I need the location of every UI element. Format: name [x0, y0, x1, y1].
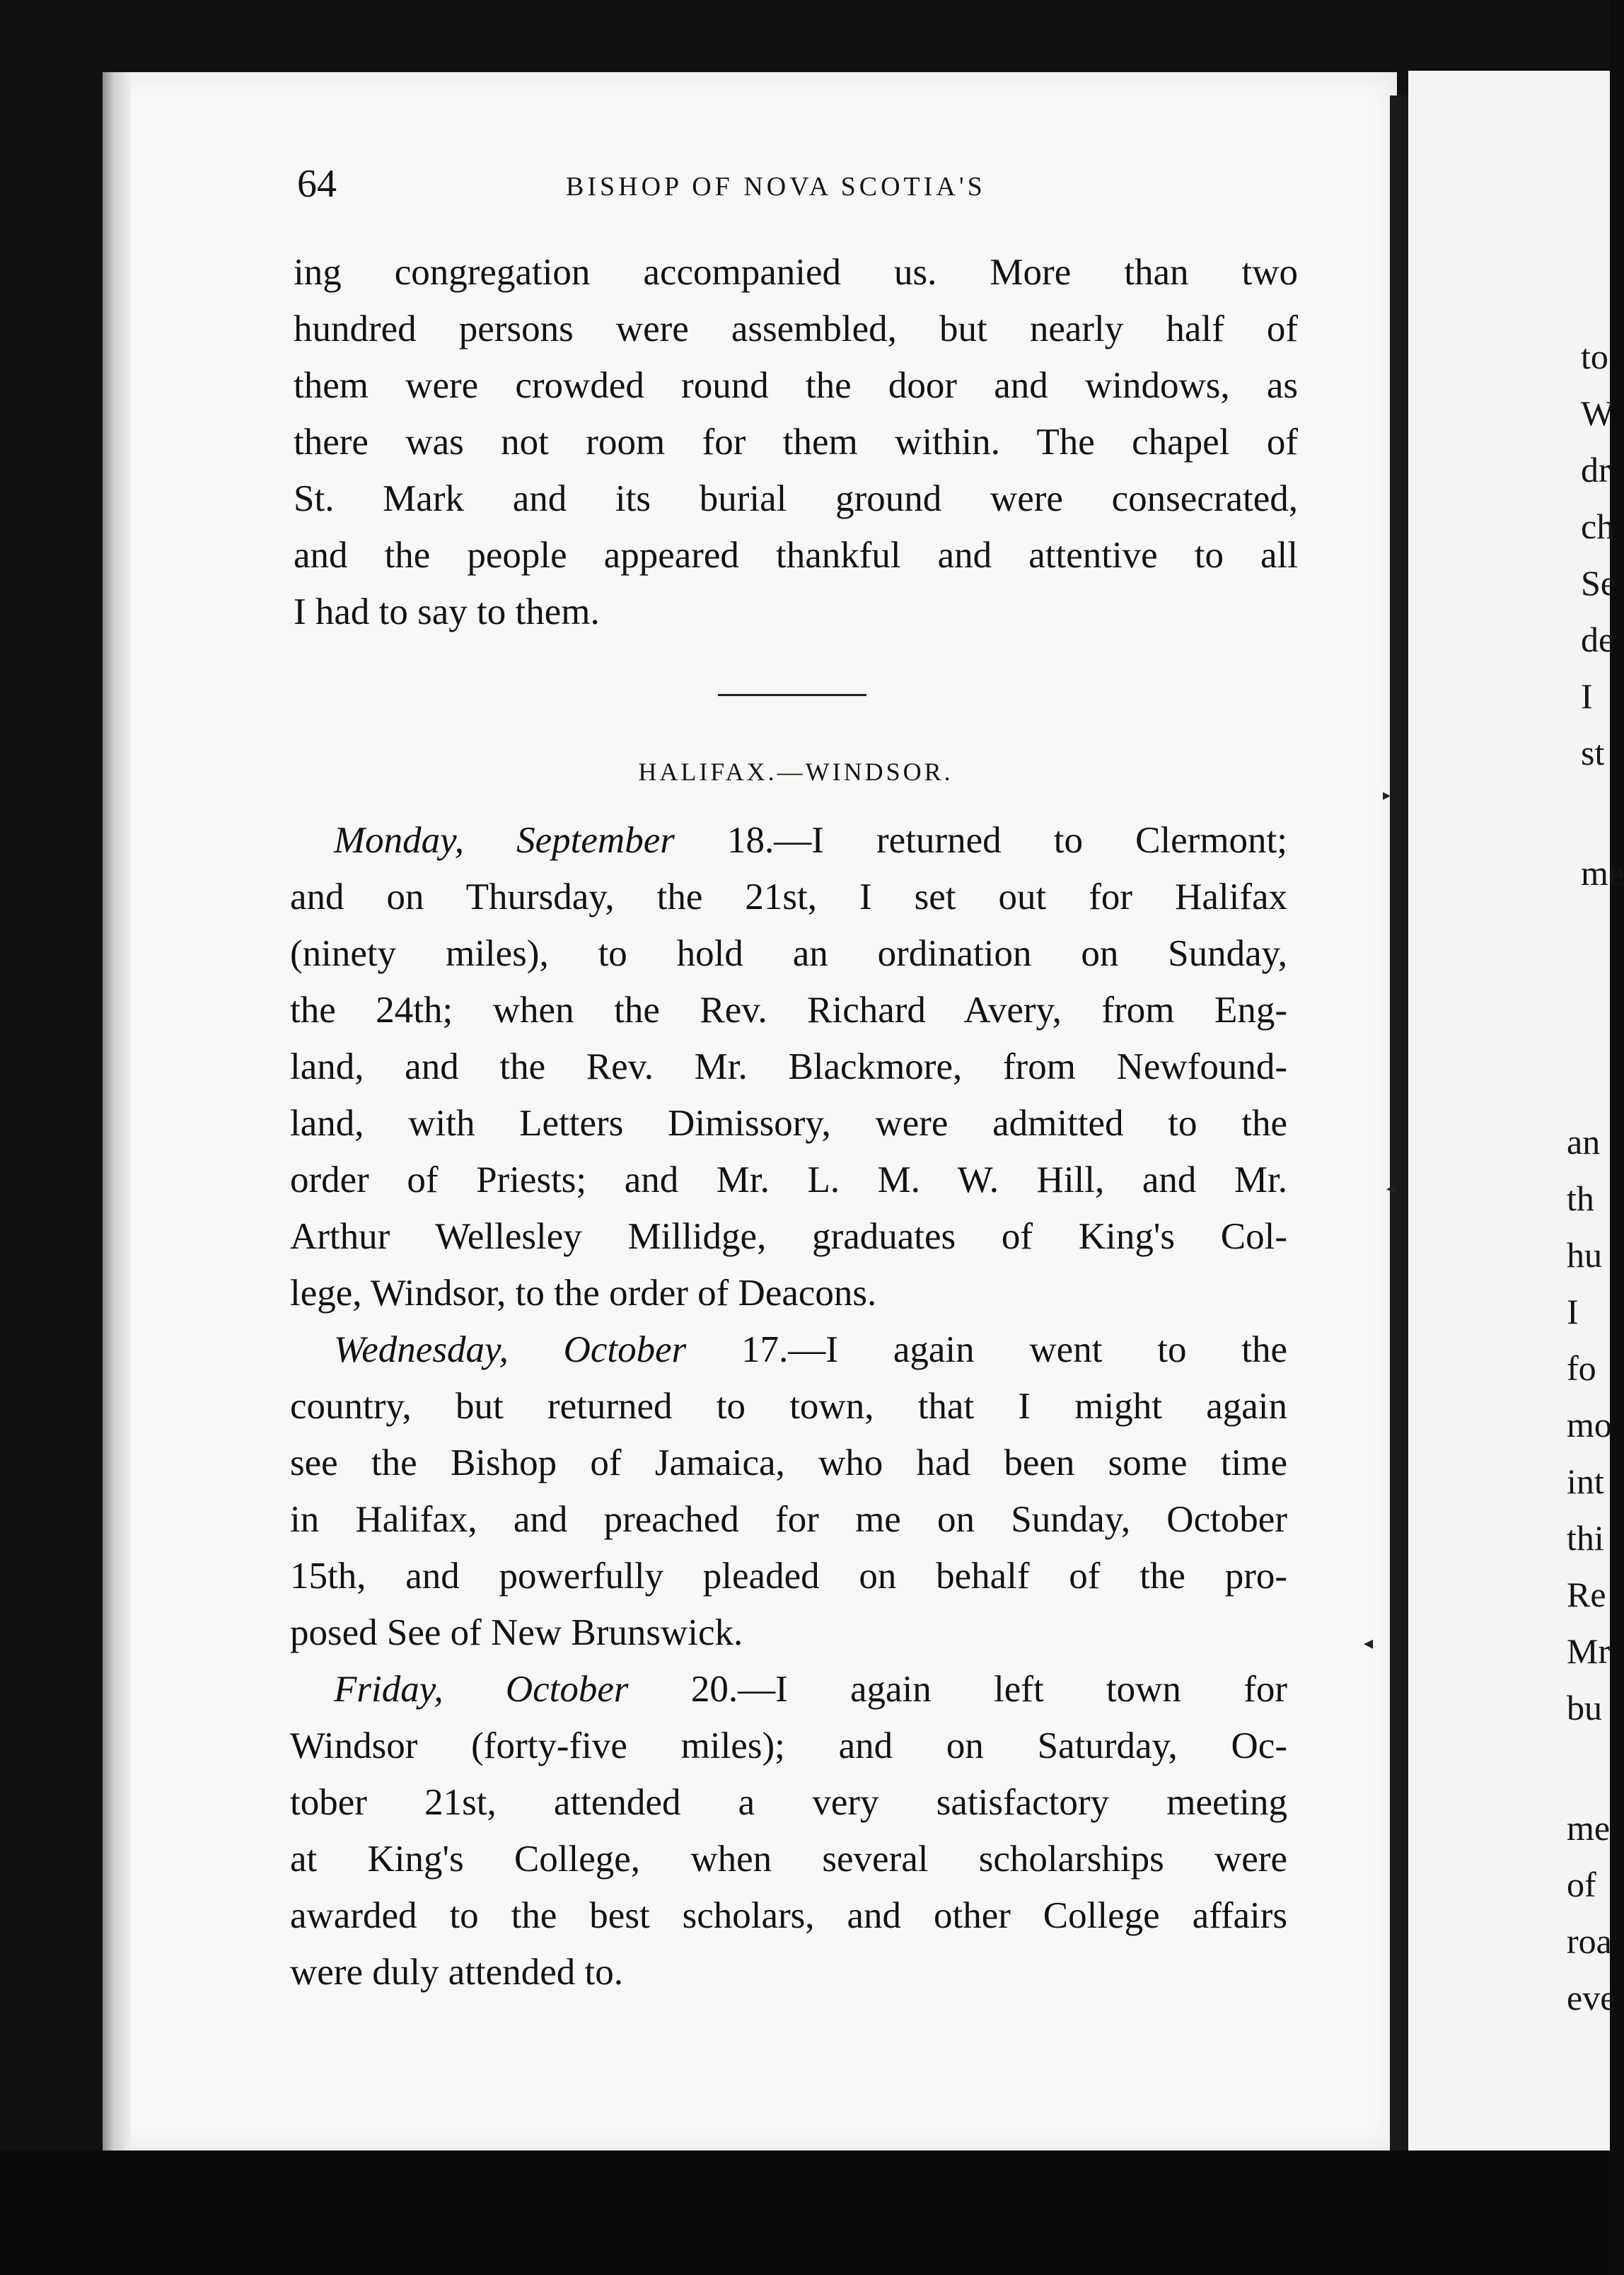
text-line: tober 21st, attended a very satisfactory meeting [290, 1782, 1287, 1823]
text-line: land, and the Rev. Mr. Blackmore, from Newfound- [290, 1046, 1287, 1087]
entry-day: Monday, [334, 820, 464, 861]
scan-speck: ▸ [1383, 787, 1391, 804]
diary-entries [290, 812, 1287, 2001]
text-line: and the people appeared thankful and attentive to all [294, 535, 1298, 576]
text-line: ing congregation accompanied us. More than two [294, 252, 1298, 293]
fragment: Re [1567, 1575, 1606, 1614]
fragment: int [1567, 1461, 1604, 1501]
fragment: to [1581, 337, 1608, 376]
fragment: I [1581, 676, 1593, 716]
text-line: see the Bishop of Jamaica, who had been some time [290, 1442, 1287, 1483]
fragment: eve [1567, 1978, 1616, 2018]
fragment: of [1567, 1865, 1596, 1904]
top-paragraph [294, 244, 1298, 640]
text-line: I had to say to them. [294, 591, 600, 632]
entry-month: October [505, 1669, 629, 1710]
fragment: thi [1567, 1518, 1604, 1558]
entry-first-line [290, 1321, 1287, 1378]
text-line: Arthur Wellesley Millidge, graduates of King's Col- [290, 1216, 1287, 1257]
entry-text: 18.—I returned to Clermont; [726, 820, 1288, 861]
text-line: lege, Windsor, to the order of Deacons. [290, 1273, 877, 1314]
entry-first-line [290, 1661, 1287, 1718]
scan-speck: ◂ [1386, 1178, 1396, 1199]
page-edge-shading [103, 72, 131, 2152]
entry-day: Friday, [334, 1669, 443, 1710]
fragment: me [1581, 853, 1624, 893]
text-line: St. Mark and its burial ground were consecrated, [294, 478, 1298, 519]
text-line: 15th, and powerfully pleaded on behalf of the pro- [290, 1556, 1287, 1597]
text-line: and on Thursday, the 21st, I set out for Halifax [290, 876, 1287, 917]
section-heading: HALIFAX.—WINDSOR. [638, 758, 953, 786]
text-line: country, but returned to town, that I might again [290, 1386, 1287, 1427]
right-page [1408, 71, 1610, 2165]
text-line: order of Priests; and Mr. L. M. W. Hill, and Mr. [290, 1159, 1287, 1200]
running-title: BISHOP OF NOVA SCOTIA'S [566, 172, 986, 202]
entry-month: October [563, 1329, 687, 1370]
fragment: Se [1581, 563, 1616, 603]
entry-month: September [516, 820, 675, 861]
text-line: at King's College, when several scholarships were [290, 1839, 1287, 1880]
text-line: in Halifax, and preached for me on Sunday, October [290, 1499, 1287, 1540]
fragment: dr [1581, 450, 1611, 490]
fragment: fo [1567, 1348, 1596, 1388]
text-line: land, with Letters Dimissory, were admitted to the [290, 1103, 1287, 1144]
fragment: I [1567, 1292, 1579, 1331]
text-line: (ninety miles), to hold an ordination on Sunday, [290, 933, 1287, 974]
fragment: de [1581, 620, 1615, 659]
text-line: there was not room for them within. The chapel of [294, 422, 1298, 463]
fragment: ch [1581, 506, 1615, 546]
text-line: the 24th; when the Rev. Richard Avery, from Eng- [290, 990, 1287, 1031]
fragment: Mr [1567, 1631, 1611, 1671]
book-gutter [1390, 95, 1408, 2161]
fragment: hu [1567, 1235, 1602, 1275]
fragment: st [1581, 733, 1605, 772]
scan-background [0, 2150, 1610, 2275]
scan-speck: ◂ [1364, 1633, 1374, 1654]
entry-text: 20.—I again left town for [690, 1669, 1288, 1710]
entry-day: Wednesday, [334, 1329, 509, 1370]
fragment: W [1581, 393, 1615, 433]
text-line: them were crowded round the door and windows, as [294, 365, 1298, 406]
text-line: awarded to the best scholars, and other College affairs [290, 1895, 1287, 1936]
page-number: 64 [297, 162, 337, 206]
fragment: mo [1567, 1405, 1612, 1445]
fragment: me [1567, 1808, 1611, 1848]
entry-first-line [290, 812, 1287, 869]
fragment: th [1567, 1179, 1594, 1218]
fragment: bu [1567, 1688, 1602, 1727]
text-line: posed See of New Brunswick. [290, 1612, 743, 1653]
fragment: roa [1567, 1921, 1612, 1961]
text-line: hundred persons were assembled, but nearly half of [294, 308, 1298, 349]
text-line: were duly attended to. [290, 1952, 623, 1993]
text-line: Windsor (forty-five miles); and on Saturday, Oc- [290, 1725, 1287, 1766]
fragment: an [1567, 1122, 1601, 1162]
section-divider [718, 694, 866, 696]
entry-text: 17.—I again went to the [741, 1329, 1288, 1370]
